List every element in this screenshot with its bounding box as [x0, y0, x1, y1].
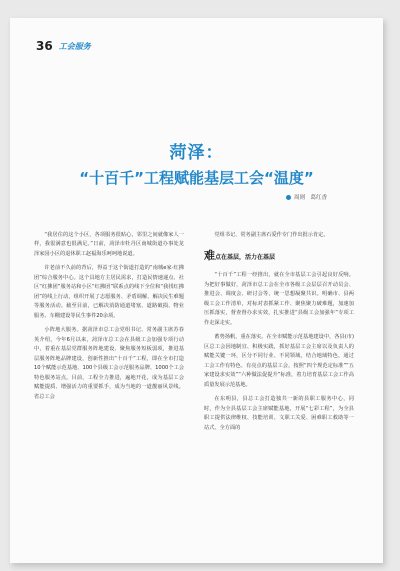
right-column	[204, 231, 354, 438]
byline-authors: 周则 葛红香	[293, 195, 327, 201]
paragraph: 小阵地大服务。据菏泽市总工会党组书记、常务副主席苏春英介绍，今年6月以来，菏泽市总工会在县级工会加强专项行动中，着重在基层党群服务阵地建设、聚焦服务短板弱项，推进基层服务阵地品牌建设，创新性推出“十百千”工程，即在全市打造10个赋能示范基地、100个县级工会示范服务品牌、1000个工会特色服务站点。目前，工程全力推进，遍地开花，成为基层工会赋能提质、增强活力的重要抓手，成为当地的一道靓丽风景线。省总工会	[34, 327, 184, 400]
paragraph: “我居住的这个小区，各项服务很贴心，邻里之间就像家人一样，我很满意也很满足。”日前，菏泽市牡丹区南城街道办事处龙泽家园小区的退休职工赵福海乐呵呵地说道。	[34, 232, 184, 257]
left-column	[34, 231, 184, 407]
page-number: 36	[36, 39, 53, 53]
paragraph: “十百千”工程一经推出，就在全市基层工会引起良好反响。为把好事做好，菏泽市总工会在全市各级工会层层召开动员会、推进会、调度会、研讨会等，统一思想凝聚共识。明确市、县两级工会工作清单，对标对表抓紧工作、聚焦聚力破难题，加速加压抓落实，督查督办求实效，扎实推进“县级工会加强年”专项工作走深走实。	[204, 272, 354, 326]
paragraph: 蓄势扬帆，重在落实。在全市赋能示范基地建设中，各县(市)区总工会因地制宜、积极实践，抓好基层工会主席以及负责人的赋能关键一环，区分不同行业、不同领域，结合地域特色，通过工会工作有特色、有亮点的基层工会，按照“四个规范定标准”“五家建设求实效”“六种做法促提升”标准，着力培育基层工会工作高质量发展示范基地。	[204, 334, 354, 388]
paragraph: 许老前不久前的背后，得益于这个街道打造的“南城e家·红拂团”综合服务中心。这个具地方主居民需求，打造民情速递点、社区“红拂团”服务站和小区“红拂团”联系点的线下全位和“我找红拂团”的线上行动，组织开展了志愿服务、矛盾调解、解决民生难题等服务活动。截至目前，已解决消防通道堵塞、道路破损、物业服务、车棚建设等民生事件20余项。	[34, 265, 184, 319]
byline-bullet-icon	[286, 195, 291, 200]
article-title-block	[10, 138, 383, 188]
byline	[286, 193, 327, 201]
paragraph: 党组书记、常务副主席石爱作专门作出批示肯定。	[214, 232, 329, 238]
magazine-page	[10, 18, 383, 563]
article-headline: “十百千”工程赋能基层工会“温度”	[79, 169, 314, 187]
paragraph: 在东明县，县总工会打造独共一新的县职工服务中心，同时，作为全县基层工会主席赋能基地，开展“七彩工程”，为全县职工提供法律维权、技能培训、文职工关爱、困难职工救助等一站式、全方面的	[204, 396, 354, 431]
section-heading: 难点在基层，活力在基层	[204, 249, 276, 263]
article-kicker: 菏泽：	[169, 143, 224, 163]
column-tag: 工会服务	[58, 41, 91, 51]
page-header	[36, 38, 91, 54]
